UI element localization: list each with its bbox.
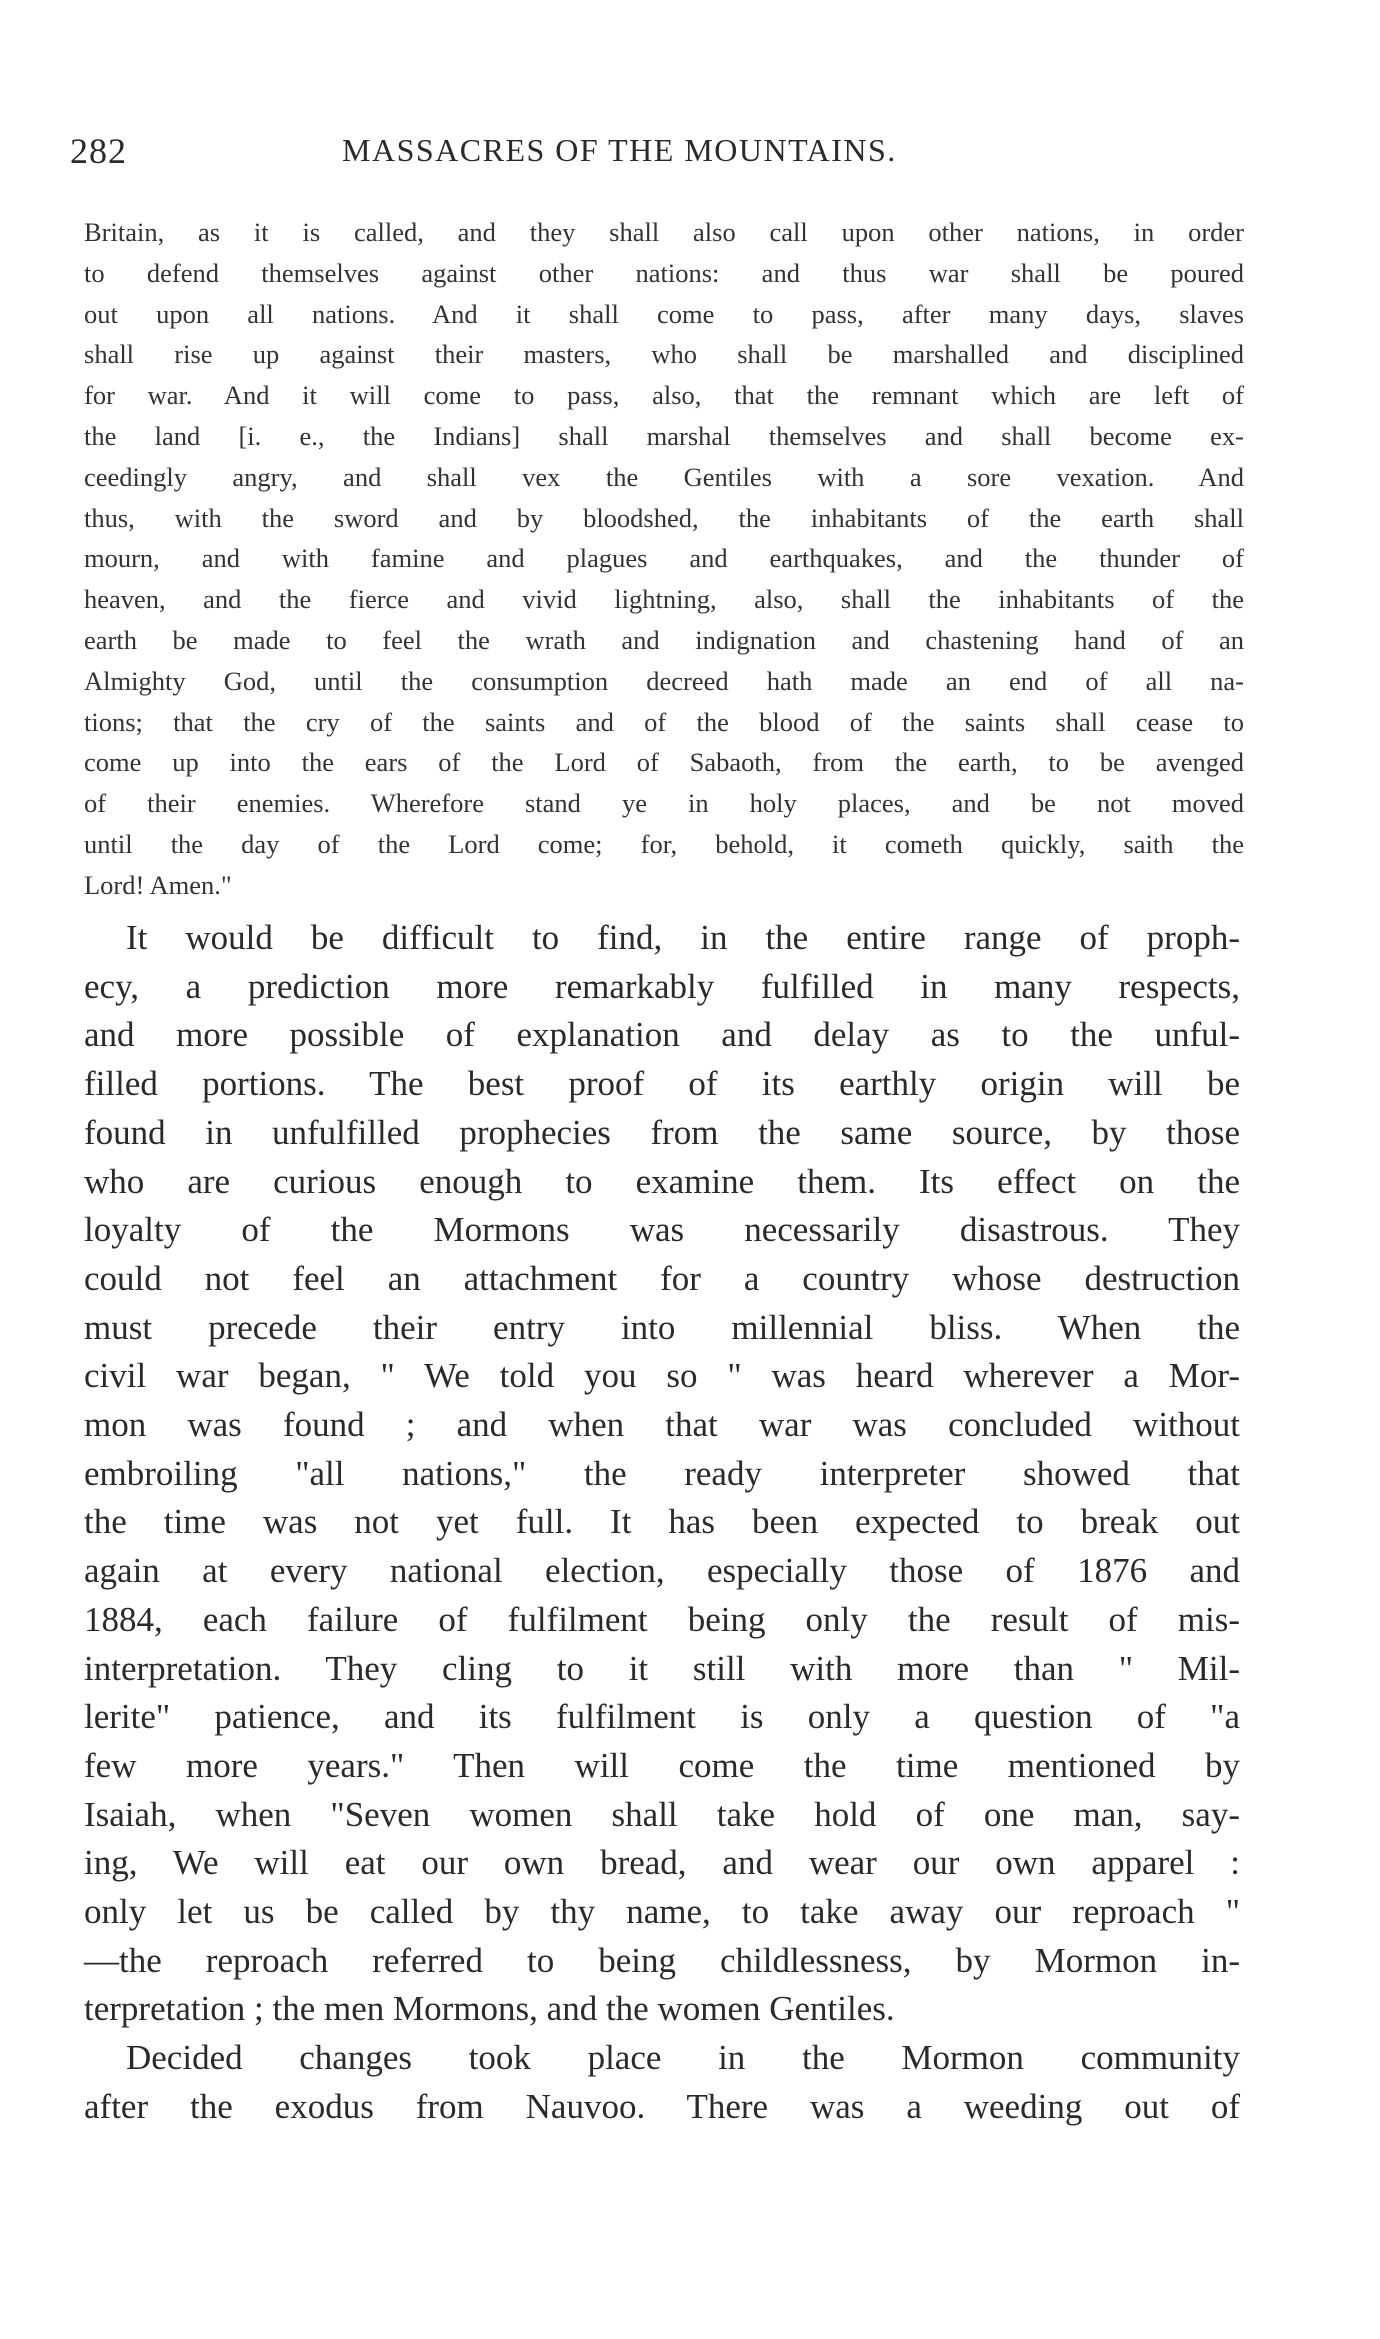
body-line: —the reproach referred to being childlessness, by Mormon in-: [84, 1940, 1240, 1980]
body-line: only let us be called by thy name, to take away our reproach ": [84, 1892, 1240, 1932]
body-line: the time was not yet full. It has been expected to break out: [84, 1502, 1240, 1542]
page-number: 282: [70, 131, 127, 171]
quote-line: come up into the ears of the Lord of Sabaoth, from the earth, to be avenged: [84, 747, 1244, 778]
quote-line: for war. And it will come to pass, also, that the remnant which are left of: [84, 380, 1244, 411]
quote-line: thus, with the sword and by bloodshed, the inhabitants of the earth shall: [84, 502, 1244, 533]
body-line: lerite" patience, and its fulfilment is only a question of "a: [84, 1697, 1240, 1737]
body-line: few more years." Then will come the time mentioned by: [84, 1745, 1240, 1785]
quote-line: of their enemies. Wherefore stand ye in holy places, and be not moved: [84, 788, 1244, 819]
quote-line: heaven, and the fierce and vivid lightning, also, shall the inhabitants of the: [84, 584, 1244, 615]
quoted-prophecy-block: [84, 212, 1244, 906]
body-line: found in unfulfilled prophecies from the same source, by those: [84, 1112, 1240, 1152]
body-line: loyalty of the Mormons was necessarily disastrous. They: [84, 1210, 1240, 1250]
body-line: Isaiah, when "Seven women shall take hold of one man, say-: [84, 1794, 1240, 1834]
body-line: must precede their entry into millennial bliss. When the: [84, 1307, 1240, 1347]
running-head: MASSACRES OF THE MOUNTAINS.: [342, 132, 897, 168]
body-line: and more possible of explanation and delay as to the unful-: [84, 1015, 1240, 1055]
quote-line: the land [i. e., the Indians] shall marshal themselves and shall become ex-: [84, 420, 1244, 451]
body-text-block: [84, 914, 1240, 2132]
quote-line: shall rise up against their masters, who shall be marshalled and disciplined: [84, 339, 1244, 370]
page-header: [70, 130, 1240, 180]
quote-line: out upon all nations. And it shall come to pass, after many days, slaves: [84, 298, 1244, 329]
quote-line: earth be made to feel the wrath and indignation and chastening hand of an: [84, 624, 1244, 655]
body-line: mon was found ; and when that war was concluded without: [84, 1405, 1240, 1445]
body-line: after the exodus from Nauvoo. There was a weeding out of: [84, 2086, 1240, 2126]
quote-line: to defend themselves against other nations: and thus war shall be poured: [84, 257, 1244, 288]
body-line: ing, We will eat our own bread, and wear our own apparel :: [84, 1843, 1240, 1883]
body-line: who are curious enough to examine them. Its effect on the: [84, 1161, 1240, 1201]
body-line: Decided changes took place in the Mormon community: [126, 2038, 1240, 2078]
quote-line: until the day of the Lord come; for, behold, it cometh quickly, saith the: [84, 828, 1244, 859]
quote-line: tions; that the cry of the saints and of the blood of the saints shall cease to: [84, 706, 1244, 737]
body-line: ecy, a prediction more remarkably fulfilled in many respects,: [84, 966, 1240, 1006]
quote-line: Lord! Amen.": [84, 869, 232, 900]
body-line: embroiling "all nations," the ready interpreter showed that: [84, 1453, 1240, 1493]
body-line: It would be difficult to find, in the entire range of proph-: [126, 918, 1240, 957]
body-line: could not feel an attachment for a country whose destruction: [84, 1258, 1240, 1298]
body-line: 1884, each failure of fulfilment being only the result of mis-: [84, 1599, 1240, 1639]
body-line: terpretation ; the men Mormons, and the women Gentiles.: [84, 1989, 895, 2029]
quote-line: Almighty God, until the consumption decreed hath made an end of all na-: [84, 665, 1244, 696]
quote-line: Britain, as it is called, and they shall also call upon other nations, in order: [84, 217, 1244, 247]
body-line: again at every national election, especially those of 1876 and: [84, 1551, 1240, 1591]
quote-line: ceedingly angry, and shall vex the Gentiles with a sore vexation. And: [84, 461, 1244, 492]
quote-line: mourn, and with famine and plagues and earthquakes, and the thunder of: [84, 543, 1244, 574]
body-line: filled portions. The best proof of its earthly origin will be: [84, 1064, 1240, 1104]
body-line: civil war began, " We told you so " was heard wherever a Mor-: [84, 1356, 1240, 1396]
body-line: interpretation. They cling to it still with more than " Mil-: [84, 1648, 1240, 1688]
